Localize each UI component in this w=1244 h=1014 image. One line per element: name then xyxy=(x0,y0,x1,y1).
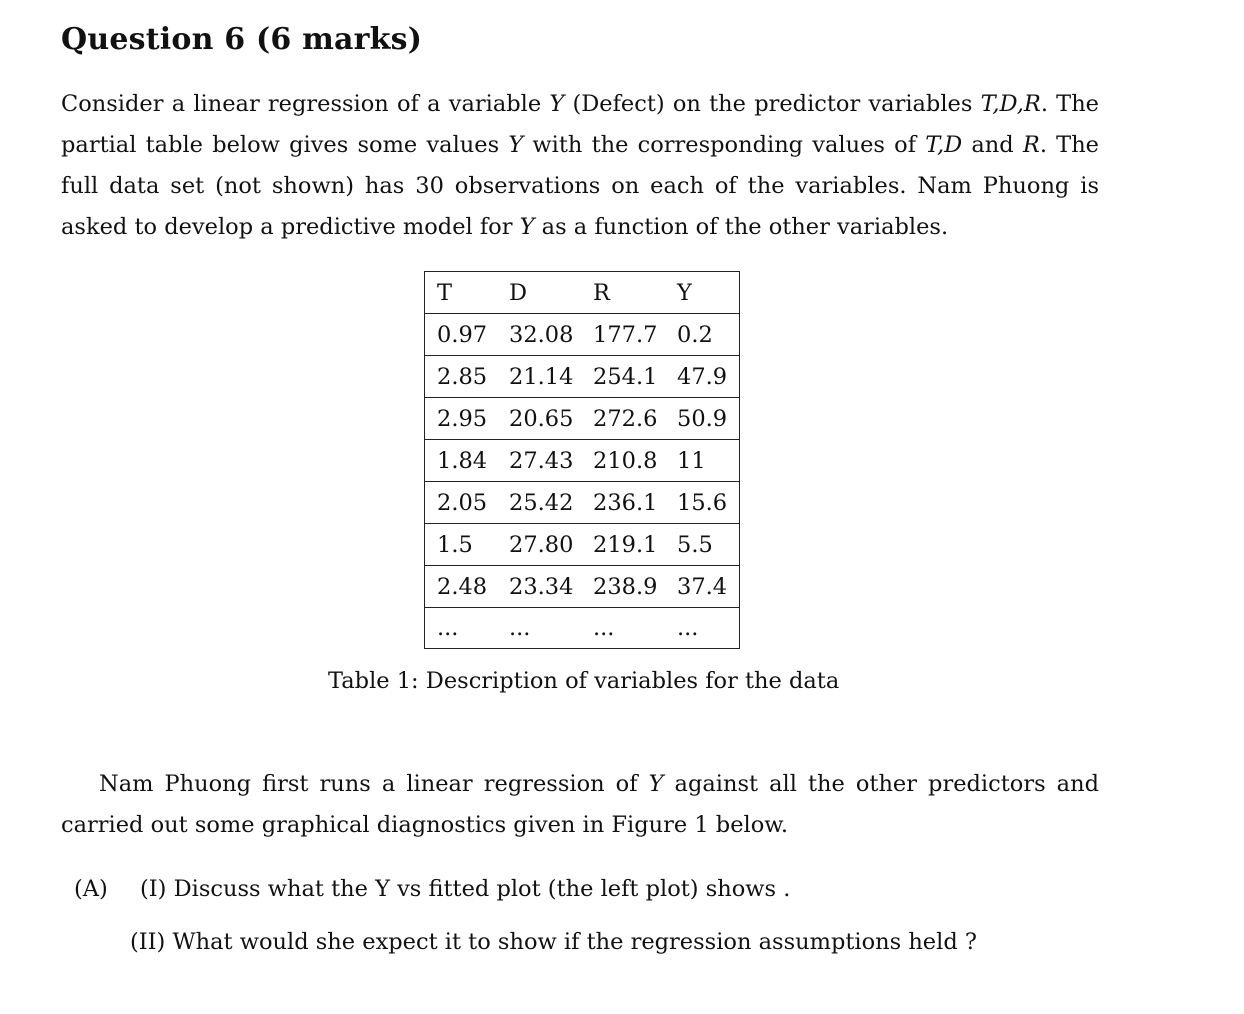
table-cell: 0.2 xyxy=(677,314,740,356)
table-cell: 238.9 xyxy=(593,566,677,608)
question-a-ii: (II) What would she expect it to show if the regression assumptions held ? xyxy=(130,929,977,955)
table-cell: 210.8 xyxy=(593,440,677,482)
table-header-row xyxy=(425,272,740,314)
var-y: Y xyxy=(508,132,524,158)
table-cell: 47.9 xyxy=(677,356,740,398)
table-cell: 32.08 xyxy=(509,314,593,356)
table-cell: 15.6 xyxy=(677,482,740,524)
var-list: T,D,R xyxy=(980,91,1041,117)
data-table xyxy=(424,271,740,649)
table-row xyxy=(425,398,740,440)
table-cell: ... xyxy=(677,608,740,649)
table-cell: 11 xyxy=(677,440,740,482)
table-row xyxy=(425,566,740,608)
table-cell: 2.85 xyxy=(425,356,510,398)
table-cell: 20.65 xyxy=(509,398,593,440)
diagnostics-paragraph: Nam Phuong first runs a linear regression of Y against all the other predictors and carried out some graphical diagnostics given in Figure 1 below. xyxy=(61,771,1099,838)
table-row xyxy=(425,440,740,482)
table-row xyxy=(425,356,740,398)
table-cell: 21.14 xyxy=(509,356,593,398)
table-header: T xyxy=(425,272,510,314)
table-cell: 25.42 xyxy=(509,482,593,524)
table-cell: 219.1 xyxy=(593,524,677,566)
table-cell: 37.4 xyxy=(677,566,740,608)
table-cell: 1.5 xyxy=(425,524,510,566)
table-cell: 27.43 xyxy=(509,440,593,482)
table-cell: 0.97 xyxy=(425,314,510,356)
table-row xyxy=(425,482,740,524)
table-header: D xyxy=(509,272,593,314)
table-cell: 2.95 xyxy=(425,398,510,440)
table-caption: Table 1: Description of variables for the data xyxy=(328,668,840,694)
table-row xyxy=(425,524,740,566)
table-cell: 5.5 xyxy=(677,524,740,566)
table-cell: 50.9 xyxy=(677,398,740,440)
var-r: R xyxy=(1022,132,1040,158)
table-cell: 236.1 xyxy=(593,482,677,524)
table-cell: ... xyxy=(425,608,510,649)
table-cell: 1.84 xyxy=(425,440,510,482)
var-y: Y xyxy=(549,91,565,117)
table-cell: 254.1 xyxy=(593,356,677,398)
table-cell: 23.34 xyxy=(509,566,593,608)
table-cell: 27.80 xyxy=(509,524,593,566)
intro-paragraph: Consider a linear regression of a variable Y (Defect) on the predictor variables T,D,R. The partial table below gives some values Y with the corresponding values of T,D and R. The full data set (not shown) has 30 observations on each of the variables. Nam Phuong is asked to develop a predictive model for Y as a function of the other variables. xyxy=(61,91,1099,240)
question-a xyxy=(74,876,790,902)
var-y: Y xyxy=(519,214,535,240)
question-a-i: (I) Discuss what the Y vs fitted plot (the left plot) shows . xyxy=(140,876,791,902)
var-y: Y xyxy=(648,771,664,797)
table-cell: ... xyxy=(593,608,677,649)
question-a-label: (A) xyxy=(74,876,108,902)
table-cell: 177.7 xyxy=(593,314,677,356)
var-list: T,D xyxy=(925,132,963,158)
table-cell: 2.05 xyxy=(425,482,510,524)
table-header: Y xyxy=(677,272,740,314)
table-cell: 272.6 xyxy=(593,398,677,440)
table-row xyxy=(425,314,740,356)
table-cell: ... xyxy=(509,608,593,649)
table-header: R xyxy=(593,272,677,314)
table-cell: 2.48 xyxy=(425,566,510,608)
table-ellipsis-row xyxy=(425,608,740,649)
question-heading: Question 6 (6 marks) xyxy=(61,22,423,57)
